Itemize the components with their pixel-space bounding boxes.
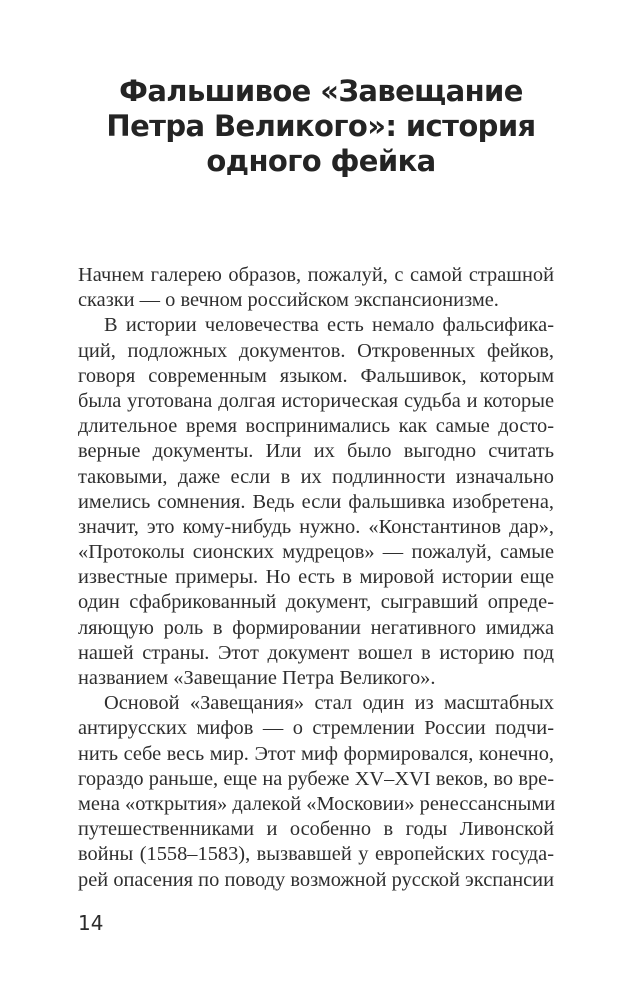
- text-line: известные примеры. Но есть в мировой истории еще: [78, 566, 554, 589]
- paragraph-2: [78, 313, 554, 691]
- chapter-title-line: одного фейка: [206, 144, 436, 178]
- text-line: рей опасения по поводу возможной русской экспансии: [78, 868, 554, 891]
- chapter-title-line: Фальшивое «Завещание: [119, 74, 523, 108]
- chapter-title-line: Петра Великого»: история: [106, 109, 536, 143]
- text-line: Основой «Завещания» стал один из масштабных: [104, 692, 554, 715]
- body-text: [78, 263, 554, 893]
- text-line: была уготована долгая историческая судьба и которые: [78, 389, 554, 412]
- text-line: названием «Завещание Петра Великого».: [78, 667, 436, 689]
- text-line: имелись сомнения. Ведь если фальшивка изобретена,: [78, 490, 554, 513]
- text-line: таковыми, даже если в их подлинности изначально: [78, 465, 554, 488]
- text-line: ляющую роль в формировании негативного имиджа: [78, 616, 554, 639]
- paragraph-1: [78, 263, 554, 313]
- text-line: путешественниками и особенно в годы Ливонской: [78, 818, 554, 841]
- paragraph-3: [78, 691, 554, 893]
- text-line: говоря современным языком. Фальшивок, которым: [78, 364, 554, 387]
- text-line: верные документы. Или их было выгодно считать: [78, 440, 554, 463]
- text-line: гораздо раньше, еще на рубеже XV–XVI веков, во вре-: [78, 767, 554, 790]
- text-line: антирусских мифов — о стремлении России подчи-: [78, 717, 554, 740]
- chapter-title: [78, 74, 564, 179]
- text-line: войны (1558–1583), вызвавшей у европейских госуда-: [78, 843, 554, 866]
- text-line: Начнем галерею образов, пожалуй, с самой страшной: [78, 264, 554, 286]
- text-line: нить себе весь мир. Этот миф формировался, конечно,: [78, 742, 554, 765]
- text-line: длительное время воспринимались как самые досто-: [78, 415, 554, 438]
- page-number: 14: [78, 911, 104, 935]
- text-line: мена «открытия» далекой «Московии» ренессансными: [78, 792, 556, 815]
- text-line: сказки — о вечном российском экспансионизме.: [78, 289, 499, 312]
- text-line: «Протоколы сионских мудрецов» — пожалуй, самые: [78, 541, 554, 564]
- text-line: нашей страны. Этот документ вошел в историю под: [78, 641, 554, 664]
- text-line: В истории человечества есть немало фальсифика-: [104, 314, 554, 337]
- text-line: значит, это кому-нибудь нужно. «Константинов дар»,: [78, 515, 554, 538]
- text-line: ций, подложных документов. Откровенных фейков,: [78, 339, 554, 362]
- text-line: один сфабрикованный документ, сыгравший опреде-: [78, 591, 554, 614]
